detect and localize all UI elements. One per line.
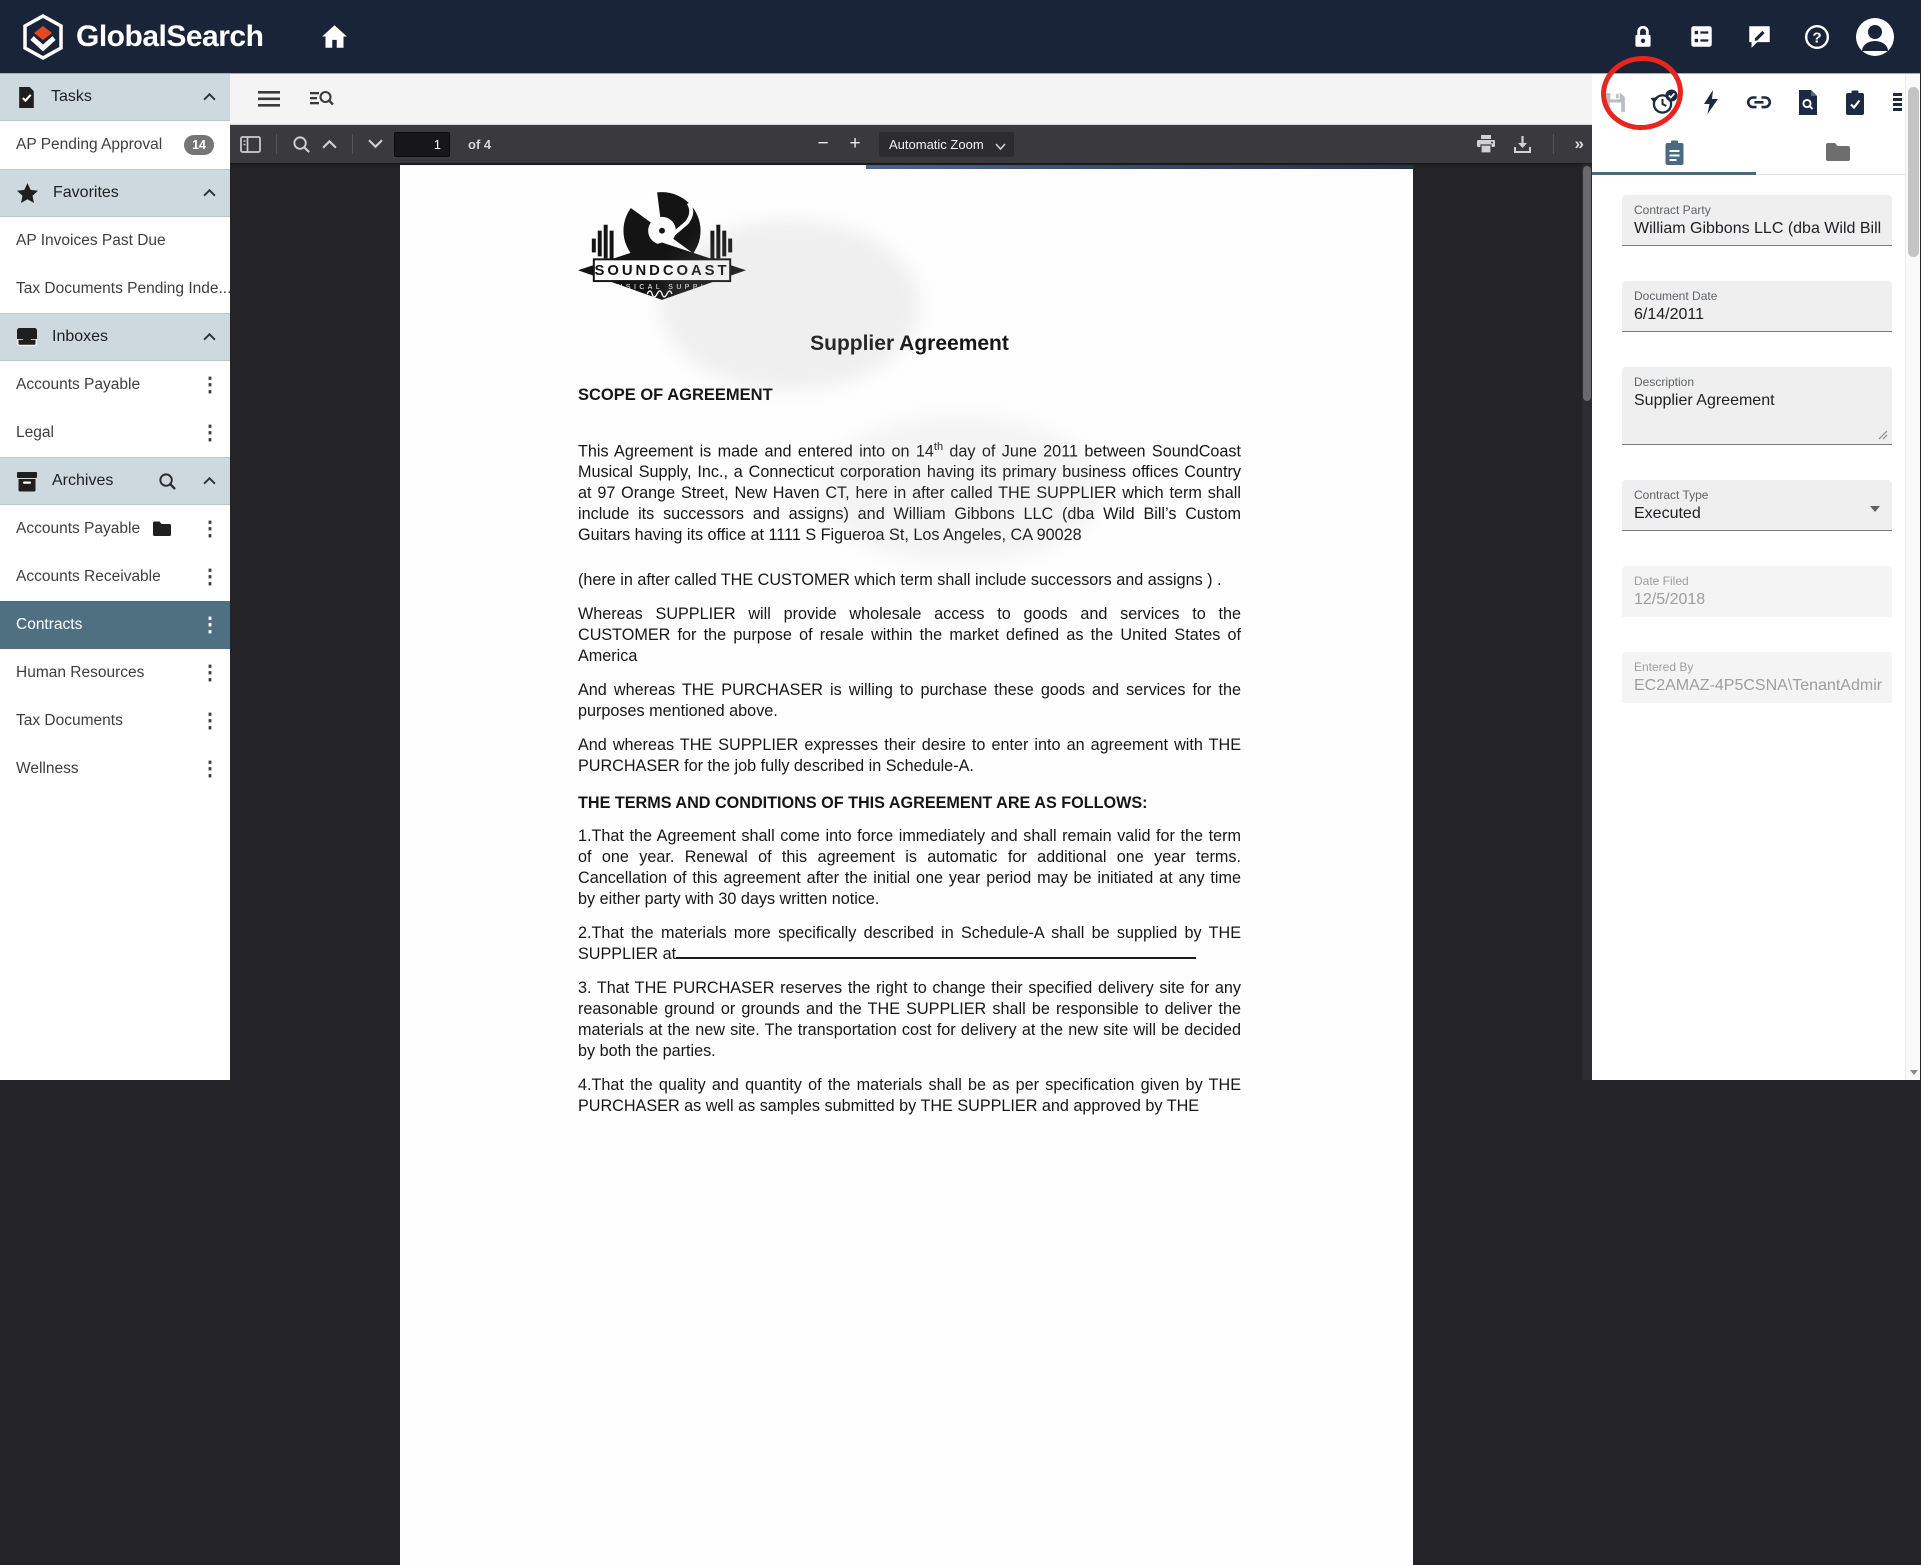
top-header xyxy=(0,0,1920,73)
customer-paragraph: (here in after called THE CUSTOMER which term shall include successors and assigns ) . xyxy=(578,571,1222,590)
whereas-paragraph-1: Whereas SUPPLIER will provide wholesale access to goods and services to the CUSTOMER for the purpose of resale within the market defined as the United States of America xyxy=(578,605,1241,666)
active-tab-underline xyxy=(1592,172,1756,175)
history-button[interactable] xyxy=(1646,85,1680,119)
link-icon xyxy=(1745,90,1773,114)
sidebar-item-archive-tax-documents[interactable]: Tax Documents ⋮ xyxy=(0,697,230,745)
download-icon[interactable] xyxy=(1513,135,1532,154)
more-tools-button[interactable]: » xyxy=(1574,134,1582,153)
item-menu-icon[interactable]: ⋮ xyxy=(200,662,220,684)
field-description[interactable]: Description Supplier Agreement xyxy=(1622,367,1892,445)
feedback-icon xyxy=(1747,24,1772,49)
sidebar-item-tax-documents-pending[interactable]: Tax Documents Pending Inde... xyxy=(0,265,230,313)
document-title: Supplier Agreement xyxy=(810,332,1009,355)
folders-tab-icon xyxy=(1825,142,1851,163)
document-viewer xyxy=(230,73,1592,1116)
globalsearch-logo-icon xyxy=(20,14,66,60)
pdf-scrollbar[interactable] xyxy=(1582,163,1592,1080)
search-icon[interactable] xyxy=(292,135,311,154)
menu-icon[interactable] xyxy=(258,91,280,107)
count-badge: 14 xyxy=(184,135,214,155)
app-name: GlobalSearch xyxy=(76,19,264,53)
document-search-icon xyxy=(1796,89,1819,116)
dropdown-arrow-icon[interactable] xyxy=(1870,506,1880,512)
tasks-clipboard-icon xyxy=(1843,89,1867,116)
index-fields-form xyxy=(1592,175,1920,703)
index-fields-tab-icon xyxy=(1662,139,1687,166)
section-label: Tasks xyxy=(51,88,92,105)
tab-index-fields[interactable] xyxy=(1592,131,1756,174)
inbox-icon xyxy=(16,327,38,347)
panel-scrollbar[interactable] xyxy=(1905,73,1920,1080)
term-4: 4.That the quality and quantity of the materials shall be as per specification given by THE PURCHASER as well as samples submitted by THE SUPPLIER and approved by THE xyxy=(578,1076,1241,1116)
account-button[interactable] xyxy=(1858,20,1892,54)
item-menu-icon[interactable]: ⋮ xyxy=(200,422,220,444)
save-icon xyxy=(1603,90,1628,115)
sidebar-item-archive-wellness[interactable]: Wellness ⋮ xyxy=(0,745,230,793)
save-button[interactable] xyxy=(1598,85,1632,119)
zoom-out-button[interactable]: − xyxy=(817,133,829,154)
tab-folders[interactable] xyxy=(1756,131,1920,174)
help-button[interactable] xyxy=(1800,20,1834,54)
viewer-toolbar xyxy=(230,73,1592,125)
link-button[interactable] xyxy=(1742,85,1776,119)
zoom-level-select[interactable] xyxy=(879,132,1014,157)
index-panel xyxy=(1592,73,1920,1080)
field-entered-by: Entered By EC2AMAZ-4P5CSNA\TenantAdmir xyxy=(1622,652,1892,703)
blank-underline xyxy=(676,945,1196,959)
field-document-date[interactable]: Document Date 6/14/2011 xyxy=(1622,281,1892,332)
scan-artifact xyxy=(866,165,1413,169)
chevron-up-icon xyxy=(203,477,216,485)
chevron-up-icon xyxy=(203,189,216,197)
item-menu-icon[interactable]: ⋮ xyxy=(200,566,220,588)
chevron-down-icon xyxy=(995,143,1006,150)
tasks-clipboard-button[interactable] xyxy=(1838,85,1872,119)
term-3: 3. That THE PURCHASER reserves the right to change their specified delivery site for any reasonable ground or grounds and the THE SUPPLIER shall be responsible to deliver the materials at the new site. The transportation cost for delivery at the new site will be decided by both the parties. xyxy=(578,979,1241,1061)
folder-icon xyxy=(152,521,172,537)
left-sidebar xyxy=(0,73,230,1080)
panel-tabs xyxy=(1592,131,1920,175)
whereas-paragraph-3: And whereas THE SUPPLIER expresses their desire to enter into an agreement with THE PURCHASER for the job fully described in Schedule-A. xyxy=(578,736,1241,776)
sidebar-section-tasks[interactable] xyxy=(0,73,230,121)
sidebar-toggle-icon[interactable] xyxy=(240,136,261,153)
field-contract-party[interactable]: Contract Party William Gibbons LLC (dba Wild Bill xyxy=(1622,195,1892,246)
chevron-up-icon xyxy=(203,333,216,341)
star-icon xyxy=(16,182,39,204)
panel-scrollbar-thumb[interactable] xyxy=(1908,87,1919,257)
sidebar-item-archive-accounts-payable[interactable]: Accounts Payable ⋮ xyxy=(0,505,230,553)
lock-button[interactable] xyxy=(1626,20,1660,54)
intro-paragraph: This Agreement is made and entered into on 14th day of June 2011 between SoundCoast Musical Supply, Inc., a Connecticut corporation having its primary business offices Country at 97 Orange Street, New Haven CT, here in after called THE SUPPLIER which term shall include its successors and assigns) and William Gibbons LLC (dba Wild Bill’s Custom Guitars having its office at 1111 S Figueroa St, Los Angeles, CA 90028 xyxy=(578,441,1241,545)
search-results-icon[interactable] xyxy=(310,89,334,108)
sidebar-item-archive-human-resources[interactable]: Human Resources ⋮ xyxy=(0,649,230,697)
resize-grip-icon[interactable] xyxy=(1878,430,1888,440)
app-logo[interactable] xyxy=(0,14,263,60)
feedback-button[interactable] xyxy=(1742,20,1776,54)
item-menu-icon[interactable]: ⋮ xyxy=(200,710,220,732)
term-1: 1.That the Agreement shall come into force immediately and shall remain valid for the term of one year. Renewal of this agreement is automatic for additional one year terms. Cancellation of this agreement after the initial one year period may be initiated at any time by either party with 30 days written notice. xyxy=(578,827,1241,909)
search-icon[interactable] xyxy=(158,472,177,491)
item-menu-icon[interactable]: ⋮ xyxy=(200,614,220,636)
home-button[interactable] xyxy=(321,24,348,49)
chevron-up-icon xyxy=(203,93,216,101)
account-avatar-icon xyxy=(1855,17,1895,57)
previous-page-icon[interactable] xyxy=(322,139,337,149)
task-icon xyxy=(16,86,37,109)
quick-actions-icon xyxy=(1700,89,1722,115)
zoom-in-button[interactable]: + xyxy=(849,133,861,154)
document-page xyxy=(400,165,1413,1565)
field-date-filed: Date Filed 12/5/2018 xyxy=(1622,566,1892,617)
field-contract-type[interactable]: Contract Type Executed xyxy=(1622,480,1892,531)
svg-text:?: ? xyxy=(1812,28,1822,46)
sidebar-section-inboxes[interactable]: Inboxes xyxy=(0,313,230,361)
quick-actions-button[interactable] xyxy=(1694,85,1728,119)
terms-heading: THE TERMS AND CONDITIONS OF THIS AGREEMENT ARE AS FOLLOWS: xyxy=(578,794,1148,813)
sidebar-item-archive-contracts[interactable]: Contracts ⋮ xyxy=(0,601,230,649)
zoom-level-value: Automatic Zoom xyxy=(889,136,984,152)
next-page-icon[interactable] xyxy=(368,139,383,149)
term-2: 2.That the materials more specifically described in Schedule-A shall be supplied by THE SUPPLIER at xyxy=(578,924,1241,964)
sidebar-item-ap-invoices-past-due[interactable]: AP Invoices Past Due xyxy=(0,217,230,265)
history-icon xyxy=(1649,89,1678,116)
page-count-label: of 4 xyxy=(468,136,492,152)
home-icon xyxy=(321,24,348,49)
scope-heading: SCOPE OF AGREEMENT xyxy=(578,386,773,404)
item-menu-icon[interactable]: ⋮ xyxy=(200,758,220,780)
sidebar-item-inbox-accounts-payable[interactable]: Accounts Payable ⋮ xyxy=(0,361,230,409)
whereas-paragraph-2: And whereas THE PURCHASER is willing to purchase these goods and services for the purposes mentioned above. xyxy=(578,681,1241,721)
queues-button[interactable] xyxy=(1684,20,1718,54)
pdf-scroll-area[interactable] xyxy=(230,163,1592,1116)
lock-icon xyxy=(1631,24,1655,50)
sidebar-section-archives[interactable]: Archives xyxy=(0,457,230,505)
archive-icon xyxy=(16,471,38,492)
item-menu-icon[interactable]: ⋮ xyxy=(200,518,220,540)
item-menu-icon[interactable]: ⋮ xyxy=(200,374,220,396)
header-actions xyxy=(1626,20,1920,54)
pdf-scrollbar-thumb[interactable] xyxy=(1583,166,1591,401)
sidebar-item-archive-accounts-receivable[interactable]: Accounts Receivable ⋮ xyxy=(0,553,230,601)
svg-text:SOUNDCOAST: SOUNDCOAST xyxy=(594,263,730,280)
scroll-down-button[interactable] xyxy=(1906,1064,1921,1080)
document-search-button[interactable] xyxy=(1790,85,1824,119)
sidebar-item-ap-pending-approval[interactable]: AP Pending Approval 14 xyxy=(0,121,230,169)
page-number-input[interactable] xyxy=(394,132,450,157)
agenda-icon xyxy=(1689,24,1714,49)
sidebar-item-inbox-legal[interactable]: Legal ⋮ xyxy=(0,409,230,457)
pdf-toolbar xyxy=(230,125,1592,163)
svg-text:MUSICAL SUPPLY: MUSICAL SUPPLY xyxy=(608,283,716,291)
help-icon xyxy=(1804,24,1830,50)
print-icon[interactable] xyxy=(1476,135,1496,154)
panel-action-bar xyxy=(1592,73,1920,131)
sidebar-section-favorites[interactable]: Favorites xyxy=(0,169,230,217)
